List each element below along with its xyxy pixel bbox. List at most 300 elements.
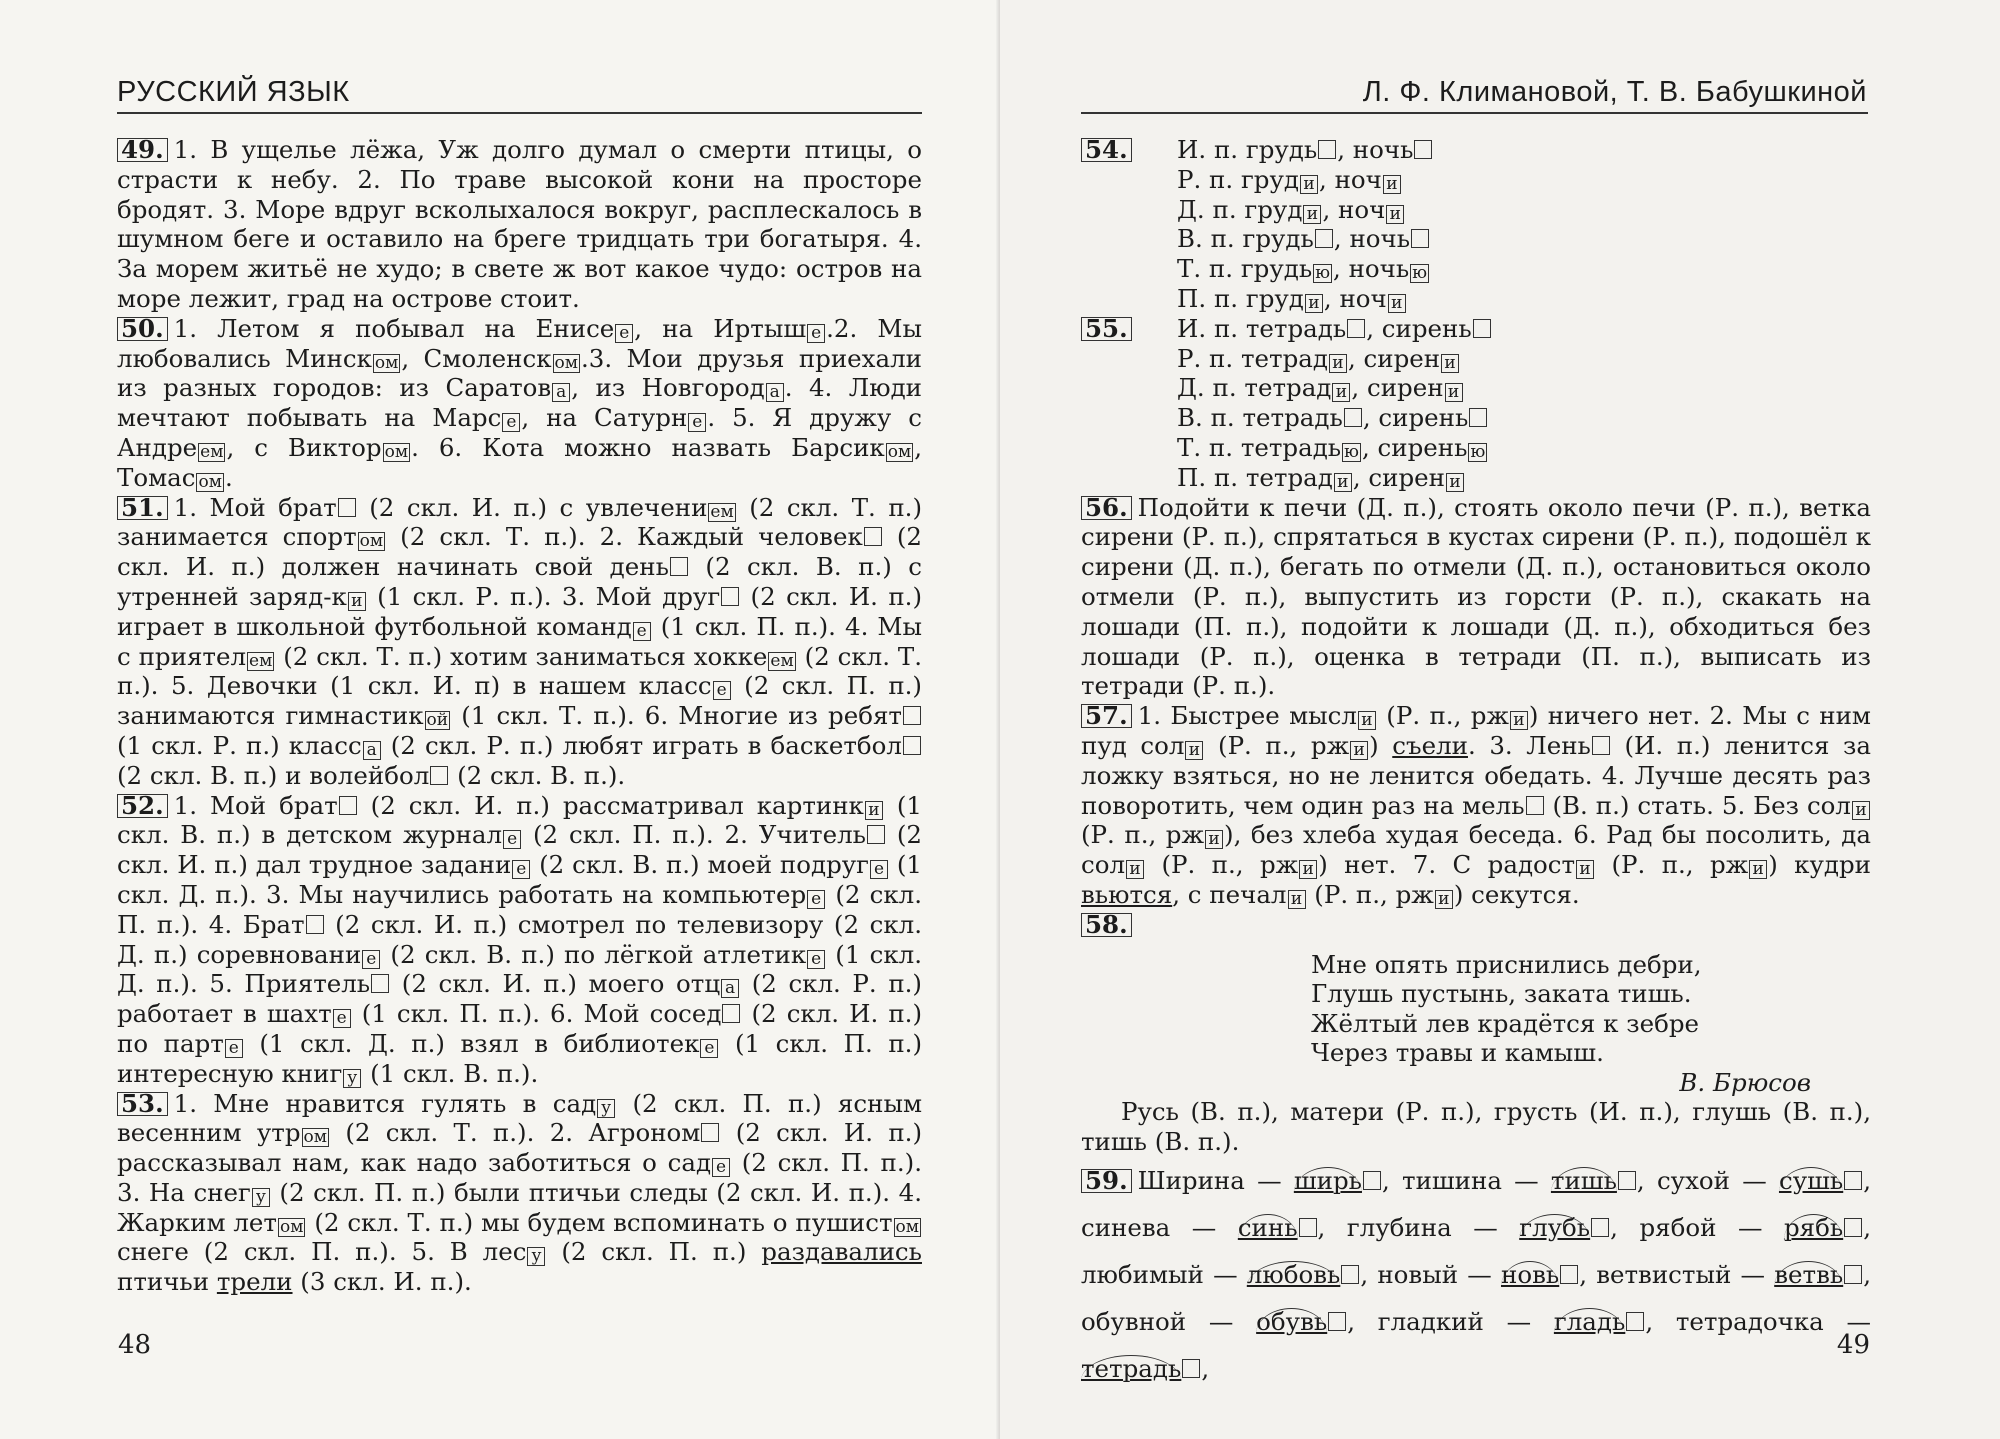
root-marked-word: синь xyxy=(1237,1212,1298,1242)
ending-box: и xyxy=(1299,860,1317,879)
ending-box: у xyxy=(252,1188,270,1207)
text-run: (2 скл. И. п.) по парт xyxy=(117,999,922,1058)
text-run: (2 скл. И. п.) рассказывал нам, как надо заботиться о сад xyxy=(117,1118,923,1178)
word-stem: тетрадь xyxy=(1240,432,1342,462)
text-run: .3. Мои друзья приехали из разных городов: из Саратов xyxy=(117,343,922,403)
ending-box-empty xyxy=(670,557,688,576)
text-run: , с печал xyxy=(1172,879,1287,909)
declension-forms xyxy=(1177,433,1488,463)
declension-row xyxy=(1081,344,1871,374)
ending-box-empty xyxy=(1341,1265,1359,1284)
text-run: ) xyxy=(1369,730,1393,760)
ending-box: е xyxy=(870,860,888,879)
separator: , xyxy=(1337,135,1353,164)
text-run: (2 скл. И. п.) дал трудное задани xyxy=(117,820,923,880)
ending-box: у xyxy=(343,1069,361,1088)
separator: , xyxy=(1333,224,1350,254)
ending-box-empty xyxy=(339,796,357,815)
text-run: (2 скл. В. п.) с утренней заряд-к xyxy=(117,552,922,611)
ending-box: а xyxy=(552,383,570,402)
ending-box-empty xyxy=(1844,1171,1862,1190)
ending-box: у xyxy=(527,1247,545,1266)
text-run: , синева — xyxy=(1081,1165,1872,1242)
text-run: . 5. Я дружу с Андре xyxy=(117,403,922,462)
ending-box: ем xyxy=(249,650,273,671)
text-run: , гладкий — xyxy=(1347,1306,1554,1336)
text-run: , ветвистый — xyxy=(1579,1259,1775,1289)
text-run: (Р. п., рж xyxy=(1306,879,1434,909)
ending-box-empty xyxy=(1318,140,1336,159)
text-run: (2 скл. П. п.). 4. Брат xyxy=(117,879,922,939)
case-label: Р. п. xyxy=(1177,343,1241,373)
ending-box: ом xyxy=(280,1216,304,1237)
exercise-53 xyxy=(117,1089,922,1298)
poem-line: Глушь пустынь, заката тишь. xyxy=(1311,979,1692,1009)
text-run: (2 скл. Т. п.). 5. Девочки (1 скл. И. п) в нашем класс xyxy=(117,641,922,701)
exercise-number: 52. xyxy=(117,794,168,818)
ending-box: е xyxy=(807,324,825,343)
exercise-56 xyxy=(1081,493,1871,702)
ending-box-empty xyxy=(1347,319,1365,338)
text-run: (2 скл. П. п.) занимаются гимнастик xyxy=(117,671,922,731)
text-run: . xyxy=(224,462,233,492)
exercise-number: 59. xyxy=(1081,1169,1132,1193)
text-run: (2 скл. В. п.) по лёгкой атлетик xyxy=(381,939,807,969)
text-run: (2 скл. И. п.) с увлечени xyxy=(356,492,708,522)
word-stem: ноч xyxy=(1334,164,1382,194)
ending-box: ом xyxy=(554,352,579,373)
root-marked-word: гладь xyxy=(1553,1306,1626,1336)
ending-box: ом xyxy=(895,1216,920,1237)
ending-box: и xyxy=(1388,294,1406,313)
text-run: , сухой — xyxy=(1636,1165,1779,1195)
ending-box-empty xyxy=(1526,796,1544,815)
ending-box: е xyxy=(333,1009,351,1028)
text-run: (2 скл. Т. п.) занимается спорт xyxy=(117,492,922,552)
text-run: 1. Мне нравится гулять в сад xyxy=(173,1088,597,1118)
ending-box: ю xyxy=(1412,263,1428,284)
ending-box: е xyxy=(712,1158,730,1177)
text-run: (1 скл. Д. п.). 3. Мы научились работать на компьютер xyxy=(117,850,923,909)
exercise-number: 55. xyxy=(1081,317,1132,341)
spacer-cell xyxy=(1081,254,1177,284)
text-run: (1 скл. Д. п.) взял в библиотек xyxy=(243,1028,700,1058)
word-stem: ночь xyxy=(1352,135,1414,164)
word-stem: грудь xyxy=(1242,224,1314,254)
declension-forms xyxy=(1177,463,1465,493)
ending-box-empty xyxy=(1469,408,1487,427)
declension-row xyxy=(1081,314,1871,344)
exercise-59 xyxy=(1081,1157,1871,1392)
word-stem: тетрадь xyxy=(1242,403,1343,433)
ending-box: и xyxy=(1303,205,1321,224)
text-run: (1 скл. П. п.). 6. Мой сосед xyxy=(351,999,722,1029)
ending-box-empty xyxy=(1411,229,1429,248)
ending-box: и xyxy=(1205,830,1223,849)
declension-forms xyxy=(1177,195,1405,225)
declension-forms xyxy=(1177,344,1460,374)
text-run: птичьи xyxy=(117,1267,217,1297)
ending-box: и xyxy=(1383,175,1401,194)
text-run: (1 скл. Д. п.). 5. Приятель xyxy=(117,939,922,999)
spacer-cell xyxy=(1081,463,1177,493)
text-run: (2 скл. П. п.) были птичьи следы (2 скл. И. п.). 4. Жарким лет xyxy=(117,1177,923,1237)
ending-box-empty xyxy=(722,1004,740,1023)
spacer-cell xyxy=(1081,195,1177,225)
ending-box: ем xyxy=(710,501,734,522)
word-stem: сирень xyxy=(1381,313,1472,343)
separator: , xyxy=(1319,164,1335,194)
exercise-51 xyxy=(117,493,922,791)
declension-row xyxy=(1081,403,1871,433)
page-number-right: 49 xyxy=(1836,1330,1870,1360)
header-rule-left xyxy=(117,112,922,114)
text-run: (1 скл. П. п.). 4. Мы с приятел xyxy=(117,611,922,671)
separator: , xyxy=(1333,254,1349,284)
ending-box-empty xyxy=(1363,1171,1381,1190)
exercise-55 xyxy=(1081,314,1871,493)
text-run: (2 скл. И. п.) смотрел по телевизору (2 скл. Д. п.) соревновани xyxy=(117,909,922,969)
case-label: Т. п. xyxy=(1177,254,1241,284)
word-stem: тетрад xyxy=(1240,343,1328,373)
ending-box: и xyxy=(1185,741,1203,760)
text-run: (1 скл. Р. п.) класс xyxy=(117,730,362,760)
ending-box-empty xyxy=(1299,1218,1317,1237)
ending-box: е xyxy=(503,830,521,849)
ending-box-empty xyxy=(371,974,389,993)
ending-box: е xyxy=(512,860,530,879)
text-run: 1. Летом я побывал на Енисе xyxy=(173,313,615,343)
poem-line: Через травы и камыш. xyxy=(1311,1038,1604,1068)
separator: , xyxy=(1347,343,1364,373)
separator: , xyxy=(1323,283,1340,313)
declension-row xyxy=(1081,433,1871,463)
ending-box: ой xyxy=(426,710,449,731)
ending-box-empty xyxy=(1618,1171,1636,1190)
exercise-number: 58. xyxy=(1081,913,1132,937)
text-run: , на Иртыш xyxy=(634,313,807,343)
ending-box: е xyxy=(615,324,633,343)
declension-forms xyxy=(1177,284,1407,314)
text-run: ) кудри xyxy=(1768,850,1872,880)
ending-box: ем xyxy=(770,650,794,671)
ending-box-empty xyxy=(701,1123,719,1142)
ending-box: и xyxy=(1386,205,1404,224)
word-stem: тетрадь xyxy=(1245,313,1347,343)
declension-forms xyxy=(1177,165,1402,195)
ending-box-empty xyxy=(1414,140,1432,159)
text-run: 1. Мой брат xyxy=(173,492,337,522)
text-run: .2. Мы любовались Минск xyxy=(117,313,922,373)
exercise-number: 53. xyxy=(117,1092,168,1116)
ending-box: и xyxy=(1350,741,1368,760)
word-stem: ночь xyxy=(1349,224,1411,254)
case-label: П. п. xyxy=(1177,283,1246,313)
case-label: Д. п. xyxy=(1177,194,1245,224)
text-run: (2 скл. П. п.) ясным весенним утр xyxy=(117,1088,922,1148)
ending-box: е xyxy=(713,681,731,700)
declension-forms xyxy=(1177,135,1433,165)
exercise-57 xyxy=(1081,701,1871,910)
ending-box: и xyxy=(1446,473,1464,492)
separator: , xyxy=(1361,432,1378,462)
text-run: (2 скл. В. п.). xyxy=(449,760,626,790)
ending-box-empty xyxy=(1844,1218,1862,1237)
ending-box-empty xyxy=(1844,1265,1862,1284)
poem-author: В. Брюсов xyxy=(1679,1067,1811,1097)
text-run: (2 скл. Т. п.) хотим заниматься хокке xyxy=(275,641,768,671)
ending-box-empty xyxy=(903,706,921,725)
running-header-left: РУССКИЙ ЯЗЫК xyxy=(117,76,350,108)
text-run: (2 скл. Р. п.) работает в шахт xyxy=(117,969,922,1029)
text-run: ) нет. 7. С радост xyxy=(1318,850,1576,880)
ending-box-empty xyxy=(864,527,882,546)
ending-box: е xyxy=(502,413,520,432)
separator: , xyxy=(1351,373,1367,403)
ending-box: у xyxy=(597,1099,615,1118)
word-stem: ноч xyxy=(1339,283,1387,313)
text-run: ) секутся. xyxy=(1453,879,1580,909)
text-run: (2 скл. И. п.) должен начинать свой день xyxy=(117,522,922,582)
text-run: (2 скл. И. п.) рассматривал картинк xyxy=(357,790,864,820)
ending-box: и xyxy=(1852,801,1870,820)
underlined-word: съели xyxy=(1392,730,1468,760)
ending-box-empty xyxy=(1592,736,1610,755)
ending-box-empty xyxy=(430,766,448,785)
ending-box: и xyxy=(1749,860,1767,879)
right-column xyxy=(1081,135,1871,1392)
case-label: В. п. xyxy=(1177,224,1243,254)
text-run: (2 скл. П. п.) xyxy=(546,1237,762,1267)
ending-box-empty xyxy=(1626,1312,1644,1331)
text-run: (Р. п., рж xyxy=(1145,850,1299,880)
exercise-49 xyxy=(117,135,922,314)
word-stem: ноч xyxy=(1338,194,1386,224)
text-run: (Р. п., рж xyxy=(1595,850,1749,880)
running-header-right: Л. Ф. Климановой, Т. В. Бабушкиной xyxy=(1362,76,1867,108)
ending-box-empty xyxy=(1560,1265,1578,1284)
word-stem: груд xyxy=(1244,194,1303,224)
declension-forms xyxy=(1177,403,1488,433)
ending-box: ю xyxy=(1470,441,1486,462)
spacer-cell xyxy=(1081,433,1177,463)
exercise-number: 54. xyxy=(1081,138,1132,162)
separator: , xyxy=(1362,403,1379,433)
ending-box: ю xyxy=(1344,441,1359,462)
text-run: ) ничего нет. 2. Мы с ним пуд сол xyxy=(1081,701,1871,760)
text-run: . 6. Кота можно назвать Барсик xyxy=(411,432,885,462)
root-marked-word: новь xyxy=(1500,1259,1560,1289)
word-stem: ночь xyxy=(1348,254,1410,284)
declension-row xyxy=(1081,373,1871,403)
text-run: . 3. Лень xyxy=(1467,730,1591,760)
text-run: (2 скл. Р. п.) любят играть в баскетбол xyxy=(381,730,902,760)
exercise-number: 57. xyxy=(1081,704,1132,728)
ending-box-empty xyxy=(1182,1359,1200,1378)
text-run: (2 скл. В. п.) и волейбол xyxy=(117,760,430,790)
text-run: (1 скл. Т. п.). 6. Многие из ребят xyxy=(451,701,902,731)
text-run: (1 скл. В. п.). xyxy=(362,1058,539,1088)
ending-box-empty xyxy=(1344,408,1362,427)
right-page xyxy=(1000,0,2000,1439)
word-stem: тетрад xyxy=(1244,373,1332,403)
text-run: , Смоленск xyxy=(401,343,552,373)
text-run: , обувной — xyxy=(1081,1259,1871,1336)
exercise-number-cell xyxy=(1081,135,1177,165)
text-run: , из Новгород xyxy=(571,373,765,403)
declension-forms xyxy=(1177,224,1430,254)
word-stem: сирен xyxy=(1363,343,1441,373)
ending-box: е xyxy=(362,950,380,969)
ending-box: и xyxy=(1332,383,1350,402)
text-run: (2 скл. Т. п.) мы будем вспоминать о пушист xyxy=(306,1207,893,1237)
ending-box-empty xyxy=(1473,319,1491,338)
word-stem: сирень xyxy=(1378,403,1469,433)
word-stem: тетрад xyxy=(1245,462,1333,492)
text-run: , с Виктор xyxy=(226,432,382,462)
text-run: снеге (2 скл. П. п.). 5. В лес xyxy=(117,1237,527,1267)
word-stem: сирен xyxy=(1366,373,1444,403)
ending-box-empty xyxy=(1315,229,1333,248)
root-marked-word: ветвь xyxy=(1774,1259,1844,1289)
separator: , xyxy=(1322,194,1339,224)
exercise-58 xyxy=(1081,910,1871,1157)
ending-box: е xyxy=(633,622,651,641)
ending-box-empty xyxy=(1591,1218,1609,1237)
ending-box-empty xyxy=(338,498,356,517)
ending-box: ом xyxy=(198,471,222,492)
ending-box-empty xyxy=(306,915,324,934)
ending-box: и xyxy=(1288,890,1306,909)
root-marked-word: обувь xyxy=(1256,1306,1328,1336)
text-run: (1 скл. В. п.) в детском журнал xyxy=(117,790,922,850)
root-marked-word: сушь xyxy=(1778,1165,1844,1195)
root-marked-word: глубь xyxy=(1519,1212,1591,1242)
text-run: (2 скл. Т. п.). 2. Агроном xyxy=(330,1118,701,1148)
poem-line: Мне опять приснились дебри, xyxy=(1311,949,1702,979)
text-run: (1 скл. П. п.) интересную книг xyxy=(117,1028,922,1088)
ending-box: и xyxy=(1126,860,1144,879)
separator: , xyxy=(1352,462,1369,492)
text-run: 1. Мой брат xyxy=(173,790,338,820)
ending-box: а xyxy=(363,741,381,760)
text-run: (2 скл. Т. п.). 2. Каждый человек xyxy=(386,522,863,552)
case-label: И. п. xyxy=(1177,313,1246,343)
text-run: , любимый — xyxy=(1081,1212,1871,1289)
text-run: , тишина — xyxy=(1381,1165,1551,1195)
spacer-cell xyxy=(1081,403,1177,433)
declension-forms xyxy=(1177,254,1430,284)
ending-box: ом xyxy=(303,1127,327,1148)
ending-box: е xyxy=(700,1039,718,1058)
declension-row xyxy=(1081,284,1871,314)
ending-box: ем xyxy=(200,441,224,462)
declension-row xyxy=(1081,254,1871,284)
case-label: И. п. xyxy=(1177,135,1246,164)
text-run: , новый — xyxy=(1360,1259,1501,1289)
text-run: , рябой — xyxy=(1610,1212,1784,1242)
case-label: В. п. xyxy=(1177,403,1243,433)
text-run: (В. п.) стать. 5. Без сол xyxy=(1544,790,1851,820)
ending-box-empty xyxy=(721,587,739,606)
declension-forms xyxy=(1177,373,1464,403)
declension-forms xyxy=(1177,314,1492,344)
underlined-word: вьются xyxy=(1081,879,1173,909)
text-run: (И. п.) ленится за ложку взяться, но не ленится обедать. 4. Лучше десять раз поворотить, чем один раз на мель xyxy=(1081,730,1871,820)
ending-box: ом xyxy=(384,441,409,462)
text-run: , глубина — xyxy=(1317,1212,1520,1242)
exercise-52 xyxy=(117,791,922,1089)
ending-box: и xyxy=(1510,711,1528,730)
word-stem: груд xyxy=(1245,283,1304,313)
page-number-left: 48 xyxy=(118,1330,152,1360)
ending-box: а xyxy=(721,979,739,998)
ending-box: и xyxy=(1305,294,1323,313)
case-label: Д. п. xyxy=(1177,373,1245,403)
case-label: Т. п. xyxy=(1177,432,1241,462)
case-label: П. п. xyxy=(1177,462,1246,492)
ending-box: е xyxy=(225,1039,243,1058)
text-run: (2 скл. П. п.). 2. Учитель xyxy=(522,820,866,850)
word-stem: груд xyxy=(1240,164,1299,194)
exercise-50 xyxy=(117,314,922,493)
ending-box: а xyxy=(766,383,784,402)
ending-box-empty xyxy=(867,825,885,844)
declension-row xyxy=(1081,463,1871,493)
text-run: . 4. Люди мечтают побывать на Марс xyxy=(117,373,922,433)
exercise-number: 51. xyxy=(117,496,168,520)
text-run: (2 скл. И. п.) играет в школьной футбольной команд xyxy=(117,581,923,641)
underlined-word: раздавались xyxy=(761,1237,922,1267)
ending-box: и xyxy=(1435,890,1453,909)
ending-box: е xyxy=(807,950,825,969)
text-run: ), без хлеба худая беседа. 6. Рад бы посолить, да сол xyxy=(1081,820,1871,880)
spacer-cell xyxy=(1081,224,1177,254)
spacer-cell xyxy=(1081,284,1177,314)
exercise-number-cell xyxy=(1081,314,1177,344)
ending-box-empty xyxy=(903,736,921,755)
exercise-54 xyxy=(1081,135,1871,314)
declension-row xyxy=(1081,135,1871,165)
word-stem: грудь xyxy=(1240,254,1313,284)
declension-row xyxy=(1081,165,1871,195)
underlined-word: трели xyxy=(216,1267,293,1297)
root-marked-word: тишь xyxy=(1550,1165,1617,1195)
ending-box: и xyxy=(348,592,366,611)
text-run: (Р. п., рж xyxy=(1081,820,1205,850)
text-run: (3 скл. И. п.). xyxy=(292,1267,472,1297)
spacer-cell xyxy=(1081,373,1177,403)
text-run: 1. Быстрее мысл xyxy=(1137,701,1357,731)
text-run: Ширина — xyxy=(1137,1165,1294,1195)
root-marked-word: тетрадь xyxy=(1081,1353,1182,1383)
exercise-text: Подойти к печи (Д. п.), стоять около печи (Р. п.), ветка сирени (Р. п.), спрятаться в кустах сирени (Р. п.), подошёл к сирени (Д. п.), бегать по отмели (Д. п.), остановиться около отмели (Р. п.), выпустить из горсти (Р. п.), скакать на лошади (П. п.), подойти к лошади (Д. п.), обходиться без лошади (Р. п.), оценка в тетради (П. п.), выписать из тетради (Р. п.). xyxy=(1081,492,1871,701)
header-rule-right xyxy=(1081,112,1868,114)
ending-box: и xyxy=(1329,354,1347,373)
text-run: (2 скл. И. п.) моего отц xyxy=(390,969,721,999)
spacer-cell xyxy=(1081,165,1177,195)
exercise-number: 49. xyxy=(117,138,168,162)
declension-row xyxy=(1081,224,1871,254)
ending-box: е xyxy=(807,890,825,909)
ending-box: и xyxy=(1576,860,1594,879)
root-marked-word: рябь xyxy=(1783,1212,1844,1242)
text-run: , на Сатурн xyxy=(521,403,688,433)
ending-box: ом xyxy=(887,441,912,462)
ending-box: и xyxy=(1358,711,1376,730)
ending-box: и xyxy=(865,801,883,820)
text-run: (Р. п., рж xyxy=(1376,701,1509,731)
